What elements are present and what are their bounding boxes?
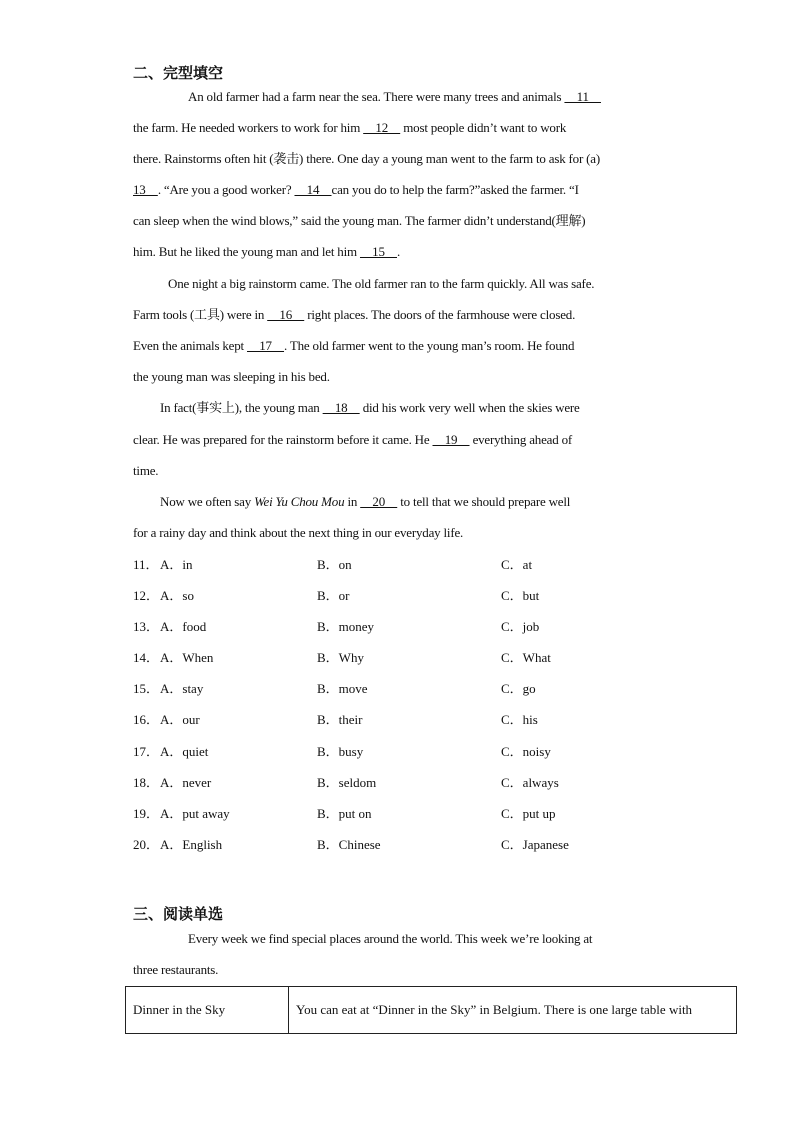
- passage-line-9: Even the animals kept 17 . The old farmer went to the young man’s room. He found: [133, 338, 575, 353]
- question-number: 19．: [133, 806, 160, 821]
- blank-17[interactable]: 17: [247, 338, 285, 353]
- restaurant-table: [125, 986, 737, 1034]
- option-b[interactable]: B．move: [317, 681, 368, 696]
- table-cell-description: You can eat at “Dinner in the Sky” in Belgium. There is one large table with: [289, 987, 737, 1034]
- blank-18[interactable]: 18: [322, 400, 360, 415]
- option-c[interactable]: C．always: [501, 775, 559, 790]
- passage-line-5: can sleep when the wind blows,” said the young man. The farmer didn’t understand(理解): [133, 213, 586, 228]
- question-number: 20．: [133, 837, 160, 852]
- blank-16[interactable]: 16: [267, 307, 305, 322]
- question-number: 12．: [133, 588, 160, 603]
- blank-20[interactable]: 20: [360, 494, 398, 509]
- option-b[interactable]: B．Why: [317, 650, 364, 665]
- blank-19[interactable]: 19: [432, 432, 470, 447]
- option-a[interactable]: A．When: [160, 650, 214, 665]
- option-a[interactable]: A．in: [160, 557, 193, 572]
- question-number: 16．: [133, 712, 160, 727]
- table-row: [126, 987, 737, 1034]
- section-2-title: 二、完型填空: [133, 64, 224, 82]
- passage-line-14: Now we often say Wei Yu Chou Mou in 20 to tell that we should prepare well: [160, 494, 571, 509]
- passage-line-2: the farm. He needed workers to work for him 12 most people didn’t want to work: [133, 120, 567, 135]
- option-a[interactable]: A．never: [160, 775, 212, 790]
- option-a[interactable]: A．food: [160, 619, 207, 634]
- question-number: 14．: [133, 650, 160, 665]
- option-c[interactable]: C．Japanese: [501, 837, 569, 852]
- blank-11[interactable]: 11: [564, 89, 601, 104]
- question-18: [133, 774, 693, 792]
- table-cell-name: Dinner in the Sky: [126, 987, 289, 1034]
- option-c[interactable]: C．noisy: [501, 744, 551, 759]
- option-a[interactable]: A．put away: [160, 806, 230, 821]
- option-b[interactable]: B．busy: [317, 744, 364, 759]
- option-c[interactable]: C．job: [501, 619, 540, 634]
- option-b[interactable]: B．Chinese: [317, 837, 381, 852]
- passage-line-7: One night a big rainstorm came. The old farmer ran to the farm quickly. All was safe.: [168, 276, 595, 291]
- option-a[interactable]: A．English: [160, 837, 223, 852]
- option-b[interactable]: B．put on: [317, 806, 372, 821]
- option-b[interactable]: B．money: [317, 619, 375, 634]
- question-15: [133, 680, 693, 698]
- option-b[interactable]: B．seldom: [317, 775, 377, 790]
- question-12: [133, 587, 693, 605]
- option-c[interactable]: C．go: [501, 681, 536, 696]
- question-16: [133, 711, 693, 729]
- question-13: [133, 618, 693, 636]
- passage-line-8: Farm tools (工具) were in 16 right places. The doors of the farmhouse were closed.: [133, 307, 576, 322]
- reading-intro-line-1: Every week we find special places around the world. This week we’re looking at: [188, 931, 593, 946]
- passage-line-12: clear. He was prepared for the rainstorm before it came. He 19 everything ahead of: [133, 432, 572, 447]
- question-number: 15．: [133, 681, 160, 696]
- blank-14[interactable]: 14: [294, 182, 332, 197]
- option-b[interactable]: B．or: [317, 588, 350, 603]
- passage-line-1: An old farmer had a farm near the sea. There were many trees and animals 11: [188, 89, 601, 104]
- option-a[interactable]: A．stay: [160, 681, 204, 696]
- question-11: [133, 556, 693, 574]
- question-number: 18．: [133, 775, 160, 790]
- question-19: [133, 805, 693, 823]
- passage-line-3: there. Rainstorms often hit (袭击) there. One day a young man went to the farm to ask for (a): [133, 151, 600, 166]
- option-c[interactable]: C．but: [501, 588, 540, 603]
- option-a[interactable]: A．so: [160, 588, 194, 603]
- question-17: [133, 743, 693, 761]
- passage-line-4: 13 . “Are you a good worker? 14 can you do to help the farm?”asked the farmer. “I: [133, 182, 579, 197]
- question-14: [133, 649, 693, 667]
- reading-intro-line-2: three restaurants.: [133, 962, 219, 977]
- question-number: 13．: [133, 619, 160, 634]
- passage-line-10: the young man was sleeping in his bed.: [133, 369, 330, 384]
- question-number: 11．: [133, 557, 159, 572]
- option-a[interactable]: A．quiet: [160, 744, 209, 759]
- option-c[interactable]: C．What: [501, 650, 551, 665]
- question-20: [133, 836, 693, 854]
- blank-13[interactable]: 13: [133, 182, 158, 197]
- option-a[interactable]: A．our: [160, 712, 200, 727]
- passage-line-15: for a rainy day and think about the next thing in our everyday life.: [133, 525, 464, 540]
- option-c[interactable]: C．at: [501, 557, 533, 572]
- passage-line-11: In fact(事实上), the young man 18 did his work very well when the skies were: [160, 400, 580, 415]
- option-c[interactable]: C．his: [501, 712, 538, 727]
- blank-15[interactable]: 15: [359, 244, 397, 259]
- passage-line-13: time.: [133, 463, 159, 478]
- option-c[interactable]: C．put up: [501, 806, 556, 821]
- blank-12[interactable]: 12: [363, 120, 401, 135]
- passage-line-6: him. But he liked the young man and let him 15 .: [133, 244, 401, 259]
- question-number: 17．: [133, 744, 160, 759]
- option-b[interactable]: B．on: [317, 557, 352, 572]
- section-3-title: 三、阅读单选: [133, 905, 224, 923]
- option-b[interactable]: B．their: [317, 712, 363, 727]
